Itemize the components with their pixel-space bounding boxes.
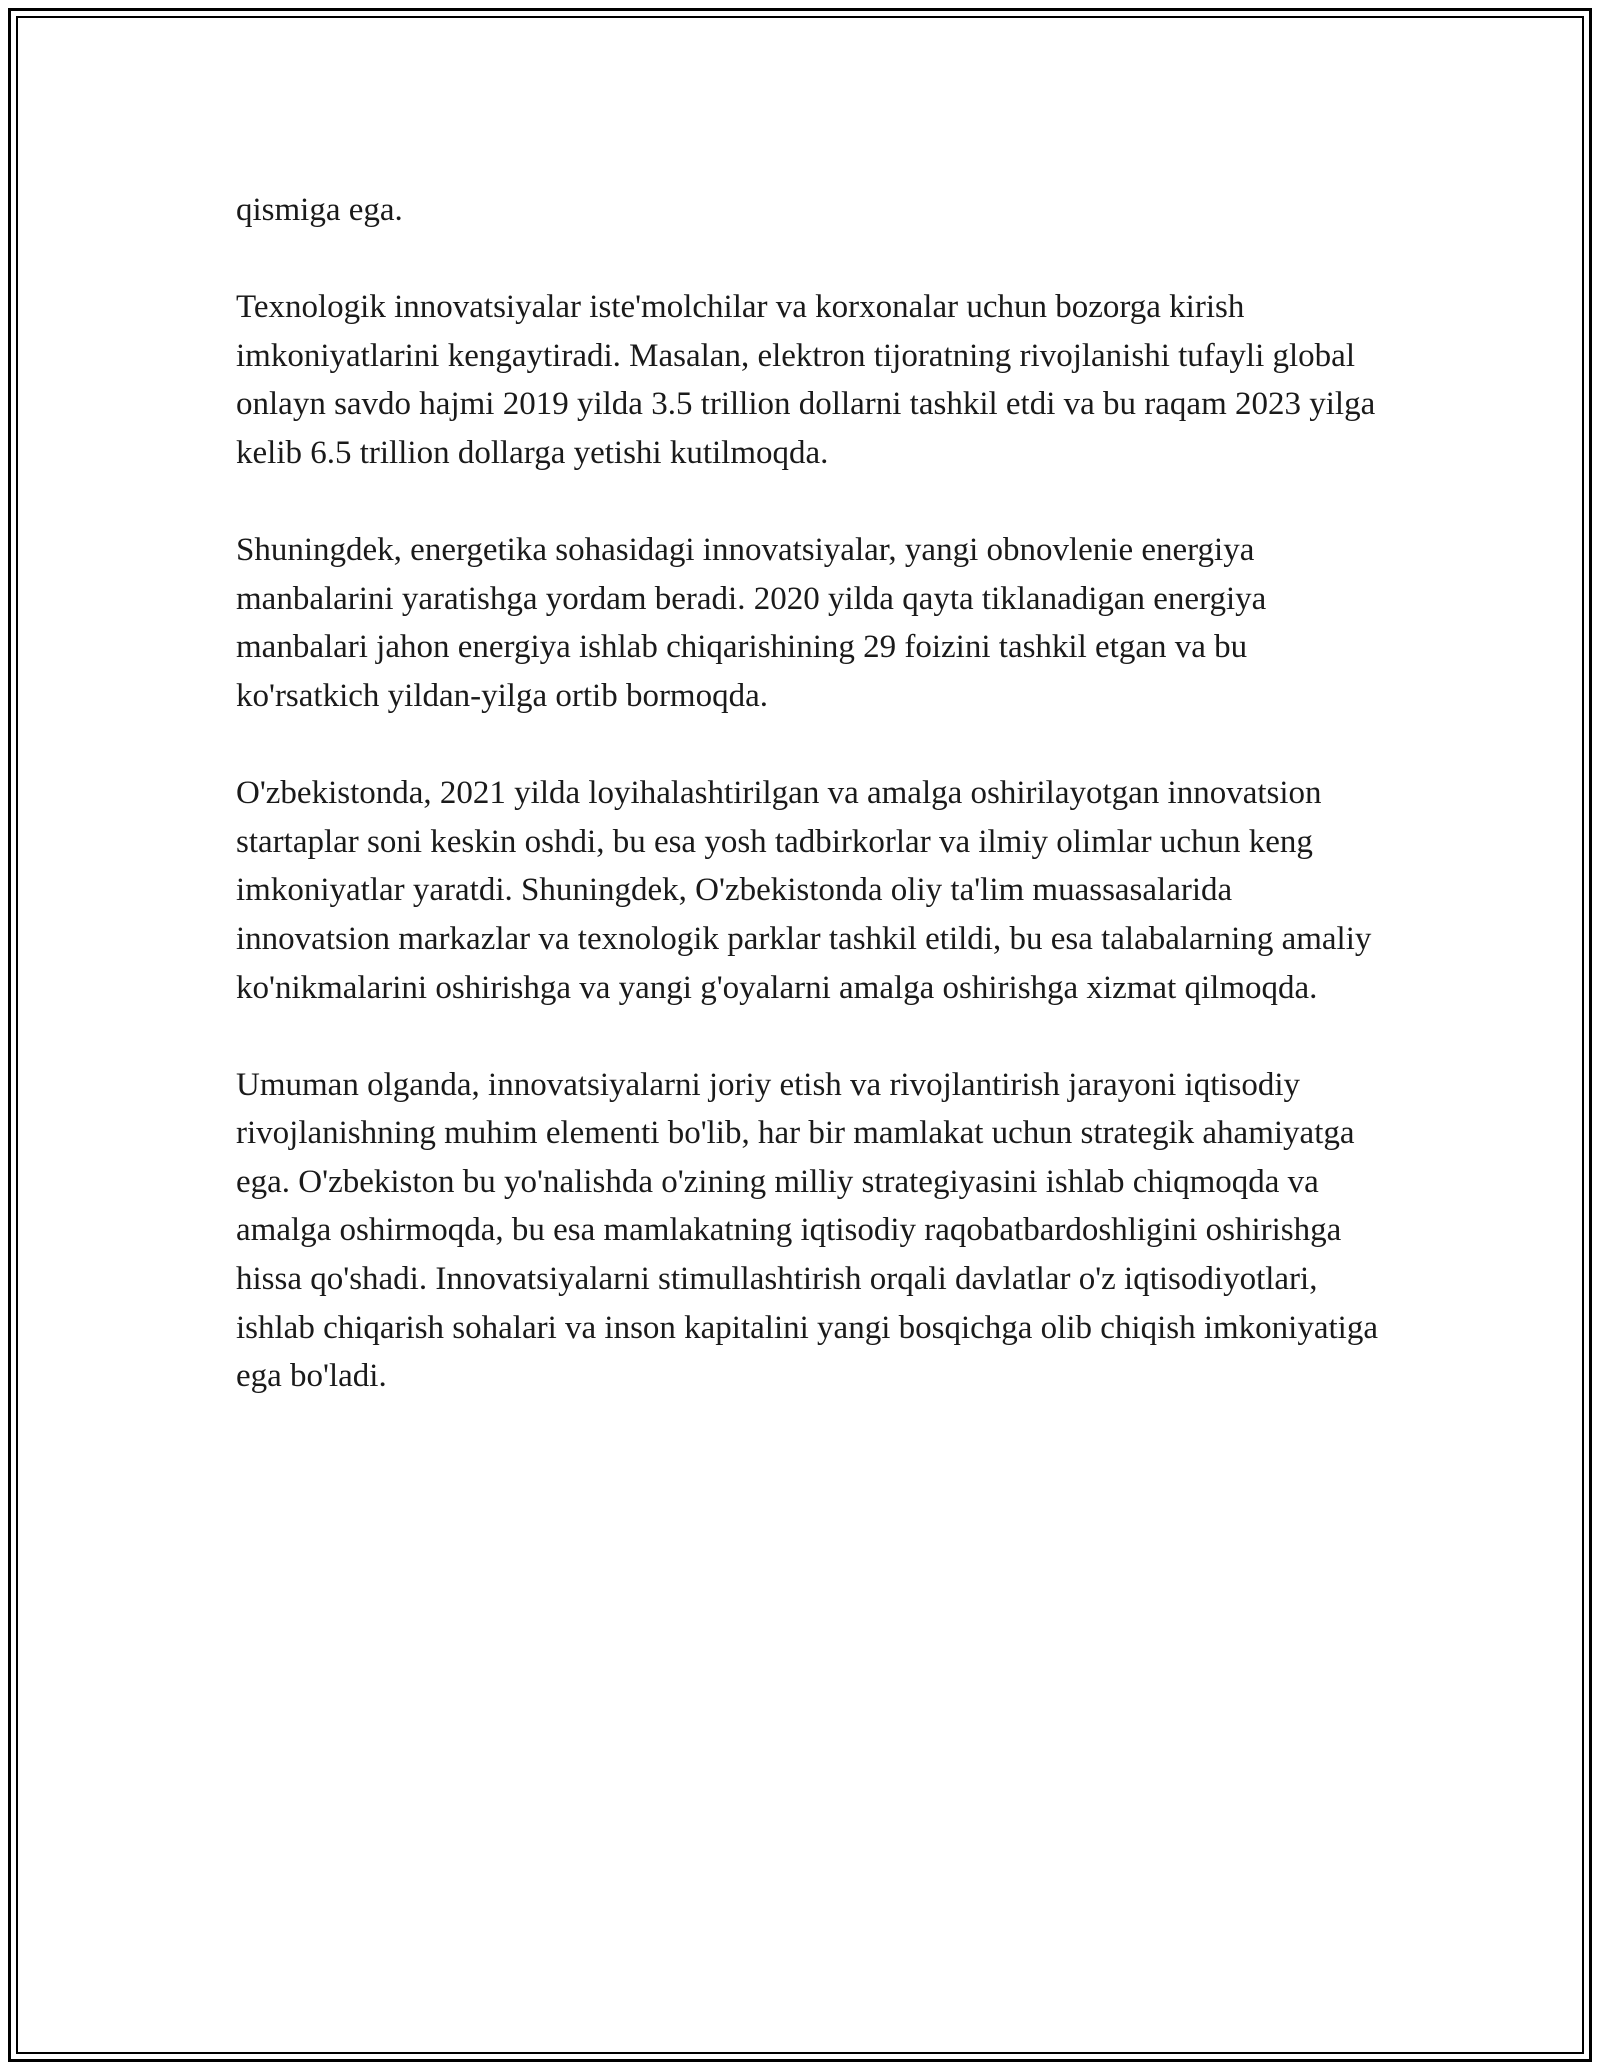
- paragraph-technology-innovation: Texnologik innovatsiyalar iste'molchilar va korxonalar uchun bozorga kirish imkoniyatlarini kengaytiradi. Masalan, elektron tijoratning rivojlanishi tufayli global onlayn savdo hajmi 2019 yilda 3.5 trillion dollarni tashkil etdi va bu raqam 2023 yilga kelib 6.5 trillion dollarga yetishi kutilmoqda.: [236, 289, 1376, 471]
- paragraph-continuation: qismiga ega.: [236, 192, 403, 228]
- paragraph-conclusion: Umuman olganda, innovatsiyalarni joriy etish va rivojlantirish jarayoni iqtisodiy rivojlanishning muhim elementi bo'lib, har bir mamlakat uchun strategik ahamiyatga ega. O'zbekiston bu yo'nalishda o'zining milliy strategiyasini ishlab chiqmoqda va amalga oshirmoqda, bu esa mamlakatning iqtisodiy raqobatbardoshligini oshirishga hissa qo'shadi. Innovatsiyalarni stimullashtirish orqali davlatlar o'z iqtisodiyotlari, ishlab chiqarish sohalari va inson kapitalini yangi bosqichga olib chiqish imkoniyatiga ega bo'ladi.: [236, 1066, 1378, 1395]
- paragraph-uzbekistan-startups: O'zbekistonda, 2021 yilda loyihalashtirilgan va amalga oshirilayotgan innovatsion startaplar soni keskin oshdi, bu esa yosh tadbirkorlar va ilmiy olimlar uchun keng imkoniyatlar yaratdi. Shuningdek, O'zbekistonda oliy ta'lim muassasalarida innovatsion markazlar va texnologik parklar tashkil etildi, bu esa talabalarning amaliy ko'nikmalarini oshirishga va yangi g'oyalarni amalga oshirishga xizmat qilmoqda.: [236, 775, 1372, 1006]
- document-body: [236, 186, 1386, 1449]
- paragraph-energy-innovation: Shuningdek, energetika sohasidagi innovatsiyalar, yangi obnovlenie energiya manbalarini yaratishga yordam beradi. 2020 yilda qayta tiklanadigan energiya manbalari jahon energiya ishlab chiqarishining 29 foizini tashkil etgan va bu ko'rsatkich yildan-yilga ortib bormoqda.: [236, 532, 1267, 714]
